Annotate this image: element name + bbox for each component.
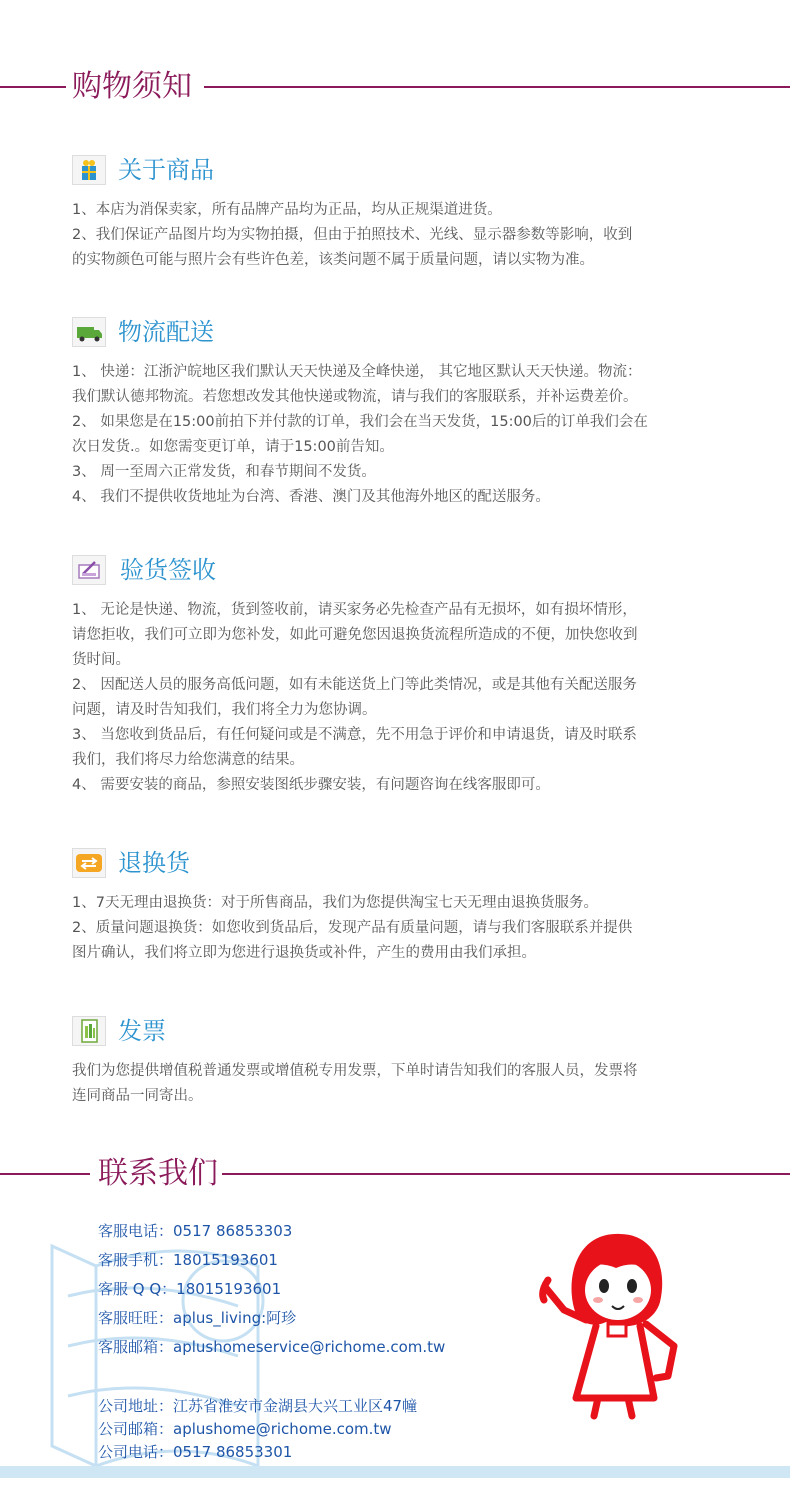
contact-us-header	[0, 1154, 790, 1194]
service-wangwang: 客服旺旺：aplus_living:阿珍	[98, 1309, 297, 1327]
customer-service-info	[98, 1217, 445, 1362]
section-invoice	[72, 1014, 722, 1109]
section-delivery	[72, 315, 722, 510]
paragraph-line: 我们，我们将尽力给您满意的结果。	[72, 752, 304, 768]
paragraph-line: 4、 我们不提供收货地址为台湾、香港、澳门及其他海外地区的配送服务。	[72, 489, 550, 505]
section-inspection	[72, 553, 722, 798]
shopping-notice-title: 购物须知	[72, 69, 192, 104]
paragraph-line: 2、 如果您是在15:00前拍下并付款的订单，我们会在当天发货，15:00后的订单我们会在	[72, 414, 648, 430]
gift-icon	[72, 155, 106, 185]
paragraph-line: 我们为您提供增值税普通发票或增值税专用发票，下单时请告知我们的客服人员，发票将	[72, 1063, 638, 1079]
exchange-icon	[72, 848, 106, 878]
section-returns	[72, 846, 722, 966]
mascot-girl-illustration	[536, 1228, 696, 1424]
service-mobile: 客服手机：18015193601	[98, 1251, 278, 1269]
paragraph-line: 我们默认德邦物流。若您想改发其他快递或物流，请与我们的客服联系，并补运费差价。	[72, 389, 638, 405]
header-line-right	[204, 86, 790, 88]
paragraph-line: 连同商品一同寄出。	[72, 1088, 203, 1104]
invoice-icon	[72, 1016, 106, 1046]
service-email: 客服邮箱：aplushomeservice@richome.com.tw	[98, 1338, 446, 1356]
paragraph-line: 1、7天无理由退换货：对于所售商品，我们为您提供淘宝七天无理由退换货服务。	[72, 895, 598, 911]
paragraph-line: 次日发货.。如您需变更订单，请于15:00前告知。	[72, 439, 394, 455]
paragraph-line: 1、 无论是快递、物流，货到签收前，请买家务必先检查产品有无损坏，如有损坏情形，	[72, 602, 637, 618]
section-title-row	[72, 315, 722, 353]
header-line-left	[0, 1173, 90, 1175]
section-title-row	[72, 553, 722, 591]
paragraph-line: 问题，请及时告知我们，我们将全力为您协调。	[72, 702, 377, 718]
section-title: 关于商品	[118, 156, 214, 184]
truck-icon	[72, 317, 106, 347]
section-about-products	[72, 153, 722, 273]
paragraph-line: 货时间。	[72, 652, 130, 668]
header-line-right	[222, 1173, 790, 1175]
paragraph-line: 图片确认，我们将立即为您进行退换货或补件，产生的费用由我们承担。	[72, 945, 536, 961]
paragraph-line: 的实物颜色可能与照片会有些许色差，该类问题不属于质量问题，请以实物为准。	[72, 252, 594, 268]
paragraph-line: 1、本店为消保卖家，所有品牌产品均为正品，均从正规渠道进货。	[72, 202, 502, 218]
paragraph-line: 4、 需要安装的商品，参照安装图纸步骤安装，有问题咨询在线客服即可。	[72, 777, 550, 793]
section-title-row	[72, 153, 722, 191]
paragraph-line: 1、 快递：江浙沪皖地区我们默认天天快递及全峰快递， 其它地区默认天天快递。物流：	[72, 364, 642, 380]
company-phone: 公司电话：0517 86853301	[98, 1443, 293, 1461]
section-title: 发票	[118, 1017, 166, 1045]
header-line-left	[0, 86, 66, 88]
section-title: 验货签收	[120, 556, 216, 584]
paragraph-line: 2、我们保证产品图片均为实物拍摄，但由于拍照技术、光线、显示器参数等影响，收到	[72, 227, 633, 243]
sign-icon	[72, 555, 106, 585]
paragraph-line: 请您拒收，我们可立即为您补发，如此可避免您因退换货流程所造成的不便，加快您收到	[72, 627, 638, 643]
service-phone: 客服电话：0517 86853303	[98, 1222, 293, 1240]
section-title-row	[72, 846, 722, 884]
contact-us-title: 联系我们	[98, 1156, 218, 1191]
shopping-notice-header	[0, 67, 790, 107]
company-email: 公司邮箱：aplushome@richome.com.tw	[98, 1420, 392, 1438]
service-qq: 客服 Q Q：18015193601	[98, 1280, 282, 1298]
company-address: 公司地址：江苏省淮安市金湖县大兴工业区47幢	[98, 1397, 418, 1415]
paragraph-line: 2、 因配送人员的服务高低问题，如有未能送货上门等此类情况，或是其他有关配送服务	[72, 677, 637, 693]
section-title: 物流配送	[118, 318, 214, 346]
paragraph-line: 3、 周一至周六正常发货，和春节期间不发货。	[72, 464, 376, 480]
paragraph-line: 2、质量问题退换货：如您收到货品后，发现产品有质量问题，请与我们客服联系并提供	[72, 920, 633, 936]
bottom-decorative-bar	[0, 1466, 790, 1478]
paragraph-line: 3、 当您收到货品后，有任何疑问或是不满意，先不用急于评价和申请退货，请及时联系	[72, 727, 637, 743]
section-title-row	[72, 1014, 722, 1052]
section-title: 退换货	[118, 849, 190, 877]
company-info	[98, 1395, 417, 1464]
